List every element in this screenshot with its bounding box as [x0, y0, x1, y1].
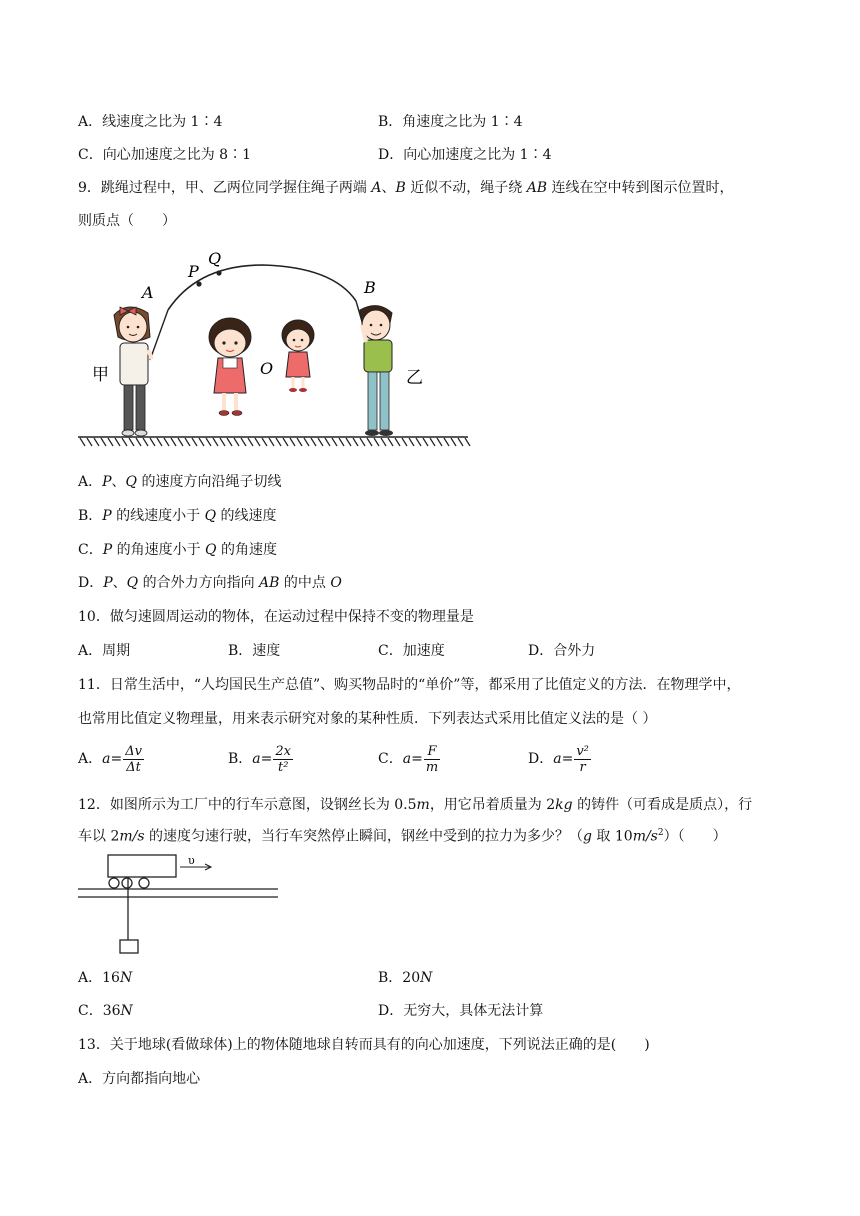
q12-stem-line1: 12．如图所示为工厂中的行车示意图，设钢丝长为 0.5m，用它吊着质量为 2kg 的铸件（可看成是质点），行: [78, 797, 753, 813]
q10-option-d: D．合外力: [528, 643, 596, 659]
q13-option-a: A．方向都指向地心: [78, 1071, 201, 1087]
ground-hatching: [80, 438, 470, 446]
q13-stem: 13．关于地球(看做球体)上的物体随地球自转而具有的向心加速度，下列说法正确的是( ): [78, 1037, 650, 1053]
label-b: B: [364, 278, 376, 297]
q12-option-b: B．20N: [378, 970, 433, 986]
q12-option-a: A．16N: [78, 970, 133, 986]
q9-option-d: D．P、Q 的合外力方向指向 AB 的中点 O: [78, 575, 342, 591]
q12-option-c: C．36N: [78, 1003, 133, 1019]
label-yi: 乙: [406, 368, 423, 388]
q10-option-c: C．加速度: [378, 643, 445, 659]
velocity-label: υ: [188, 854, 195, 867]
q9-stem-line2: 则质点（ ）: [78, 213, 176, 229]
q11-option-a: A．a= $\frac{\Delta v}{\Delta t}$: [78, 743, 142, 775]
q11-stem-line1: 11．日常生活中，“人均国民生产总值”、购买物品时的“单价”等，都采用了比值定义的方法．在物理学中，: [78, 677, 741, 693]
q12-option-d: D．无穷大，具体无法计算: [378, 1003, 544, 1019]
label-p: P: [188, 262, 199, 281]
q9-jump-rope-figure: [78, 245, 473, 455]
girl-middle-right-icon: [282, 320, 314, 392]
q10-stem: 10．做匀速圆周运动的物体，在运动过程中保持不变的物理量是: [78, 609, 474, 625]
q11-option-c: C．a= $\frac{F}{m}$: [378, 743, 439, 775]
q8-option-c: C．向心加速度之比为 8∶1: [78, 147, 251, 163]
q9-option-c: C．P 的角速度小于 Q 的角速度: [78, 542, 277, 558]
label-q: Q: [208, 249, 222, 268]
q10-option-a: A．周期: [78, 643, 131, 659]
q11-stem-line2: 也常用比值定义物理量，用来表示研究对象的某种性质．下列表达式采用比值定义法的是（ ）: [78, 711, 657, 727]
q8-option-b: B．角速度之比为 1∶4: [378, 114, 523, 130]
label-o: O: [260, 359, 274, 378]
q8-option-d: D．向心加速度之比为 1∶4: [378, 147, 552, 163]
q9-option-b: B．P 的线速度小于 Q 的线速度: [78, 508, 277, 524]
girl-middle-left-icon: [209, 318, 251, 416]
q12-crane-figure: [78, 852, 278, 962]
q8-option-a: A．线速度之比为 1∶4: [78, 114, 223, 130]
label-jia: 甲: [92, 365, 109, 385]
q11-option-b: B．a= $\frac{2x}{\text{t²}}$: [228, 743, 291, 775]
q11-option-d: D．a= $\frac{\text{v²}}{r}$: [528, 743, 589, 775]
boy-yi-icon: [360, 306, 393, 436]
q9-option-a: A．P、Q 的速度方向沿绳子切线: [78, 474, 282, 490]
girl-jia-icon: [114, 307, 152, 436]
q10-option-b: B．速度: [228, 643, 281, 659]
q9-stem-line1: 9．跳绳过程中，甲、乙两位同学握住绳子两端 A、B 近似不动，绳子绕 AB 连线在空中转到图示位置时，: [78, 180, 734, 196]
q12-stem-line2: 车以 2m/s 的速度匀速行驶，当行车突然停止瞬间，钢丝中受到的拉力为多少？（g 取 $10m/s^2$）（ ）: [78, 828, 727, 845]
label-a: A: [142, 283, 154, 302]
